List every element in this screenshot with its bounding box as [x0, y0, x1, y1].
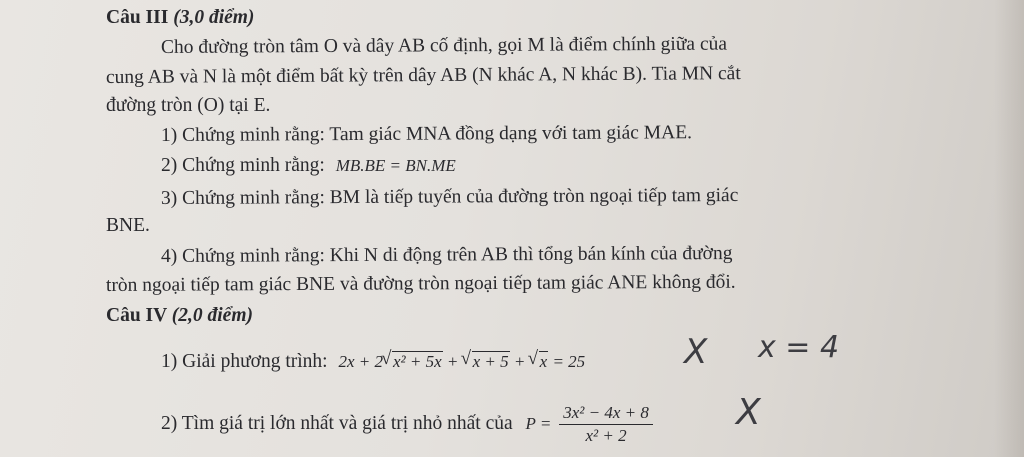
- q3-points: (3,0 điểm): [173, 7, 255, 28]
- sqrt-1: [383, 350, 443, 374]
- eq-radicand-3: x: [539, 352, 548, 371]
- q3-intro-1: Cho đường tròn tâm O và dây AB cố định, gọi M là điểm chính giữa của: [160, 33, 728, 58]
- q4-points: (2,0 điểm): [171, 305, 253, 326]
- p-lhs: P =: [525, 413, 552, 433]
- q4-item-2-label: 2) Tìm giá trị lớn nhất và giá trị nhỏ nhất của: [161, 412, 513, 434]
- q4-equation: [338, 352, 585, 371]
- q3-item-2-label: 2) Chứng minh rằng:: [161, 155, 325, 176]
- eq-rhs: = 25: [548, 352, 586, 371]
- eq-radicand-2: x + 5: [472, 352, 509, 371]
- q4-item-2: [161, 402, 653, 447]
- q3-item-3-line2: BNE.: [106, 215, 150, 236]
- eq-plus-1: +: [442, 352, 463, 371]
- eq-radicand-1: x² + 5x: [392, 352, 442, 371]
- sqrt-3: [530, 350, 549, 374]
- handwritten-answer: x = 4: [758, 330, 840, 365]
- q4-heading: Câu IV: [106, 305, 167, 326]
- q3-item-2-formula: MB.BE = BN.ME: [335, 156, 456, 175]
- q3-intro-3: đường tròn (O) tại E.: [106, 95, 271, 116]
- q3-item-2: [161, 154, 456, 178]
- q3-item-1: 1) Chứng minh rằng: Tam giác MNA đồng dạng với tam giác MAE.: [160, 122, 693, 146]
- sqrt-2: [463, 350, 510, 374]
- p-denominator: x² + 2: [585, 426, 627, 445]
- page-edge-shadow: [994, 0, 1024, 457]
- q3-item-4-line2: tròn ngoại tiếp tam giác BNE và đường tròn ngoại tiếp tam giác ANE không đổi.: [105, 271, 736, 296]
- handwritten-mark-2: X: [736, 392, 761, 433]
- q4-heading-line: [106, 304, 253, 328]
- q3-heading-line: [106, 6, 254, 30]
- q3-item-3-line1: 3) Chứng minh rằng: BM là tiếp tuyến của đường tròn ngoại tiếp tam giác: [160, 184, 739, 209]
- p-fraction: [559, 402, 653, 447]
- q3-intro-2: cung AB và N là một điểm bất kỳ trên dây AB (N khác A, N khác B). Tia MN cắt: [105, 63, 741, 88]
- p-numerator: 3x² − 4x + 8: [559, 402, 653, 425]
- q4-item-1-label: 1) Giải phương trình:: [161, 351, 328, 372]
- q3-heading: Câu III: [106, 7, 169, 28]
- handwritten-mark-1: X: [684, 332, 708, 372]
- eq-term-a: 2x + 2: [338, 352, 383, 371]
- eq-plus-2: +: [509, 352, 530, 371]
- q3-item-4-line1: 4) Chứng minh rằng: Khi N di động trên AB thì tổng bán kính của đường: [160, 243, 733, 267]
- q4-item-1: [161, 350, 585, 374]
